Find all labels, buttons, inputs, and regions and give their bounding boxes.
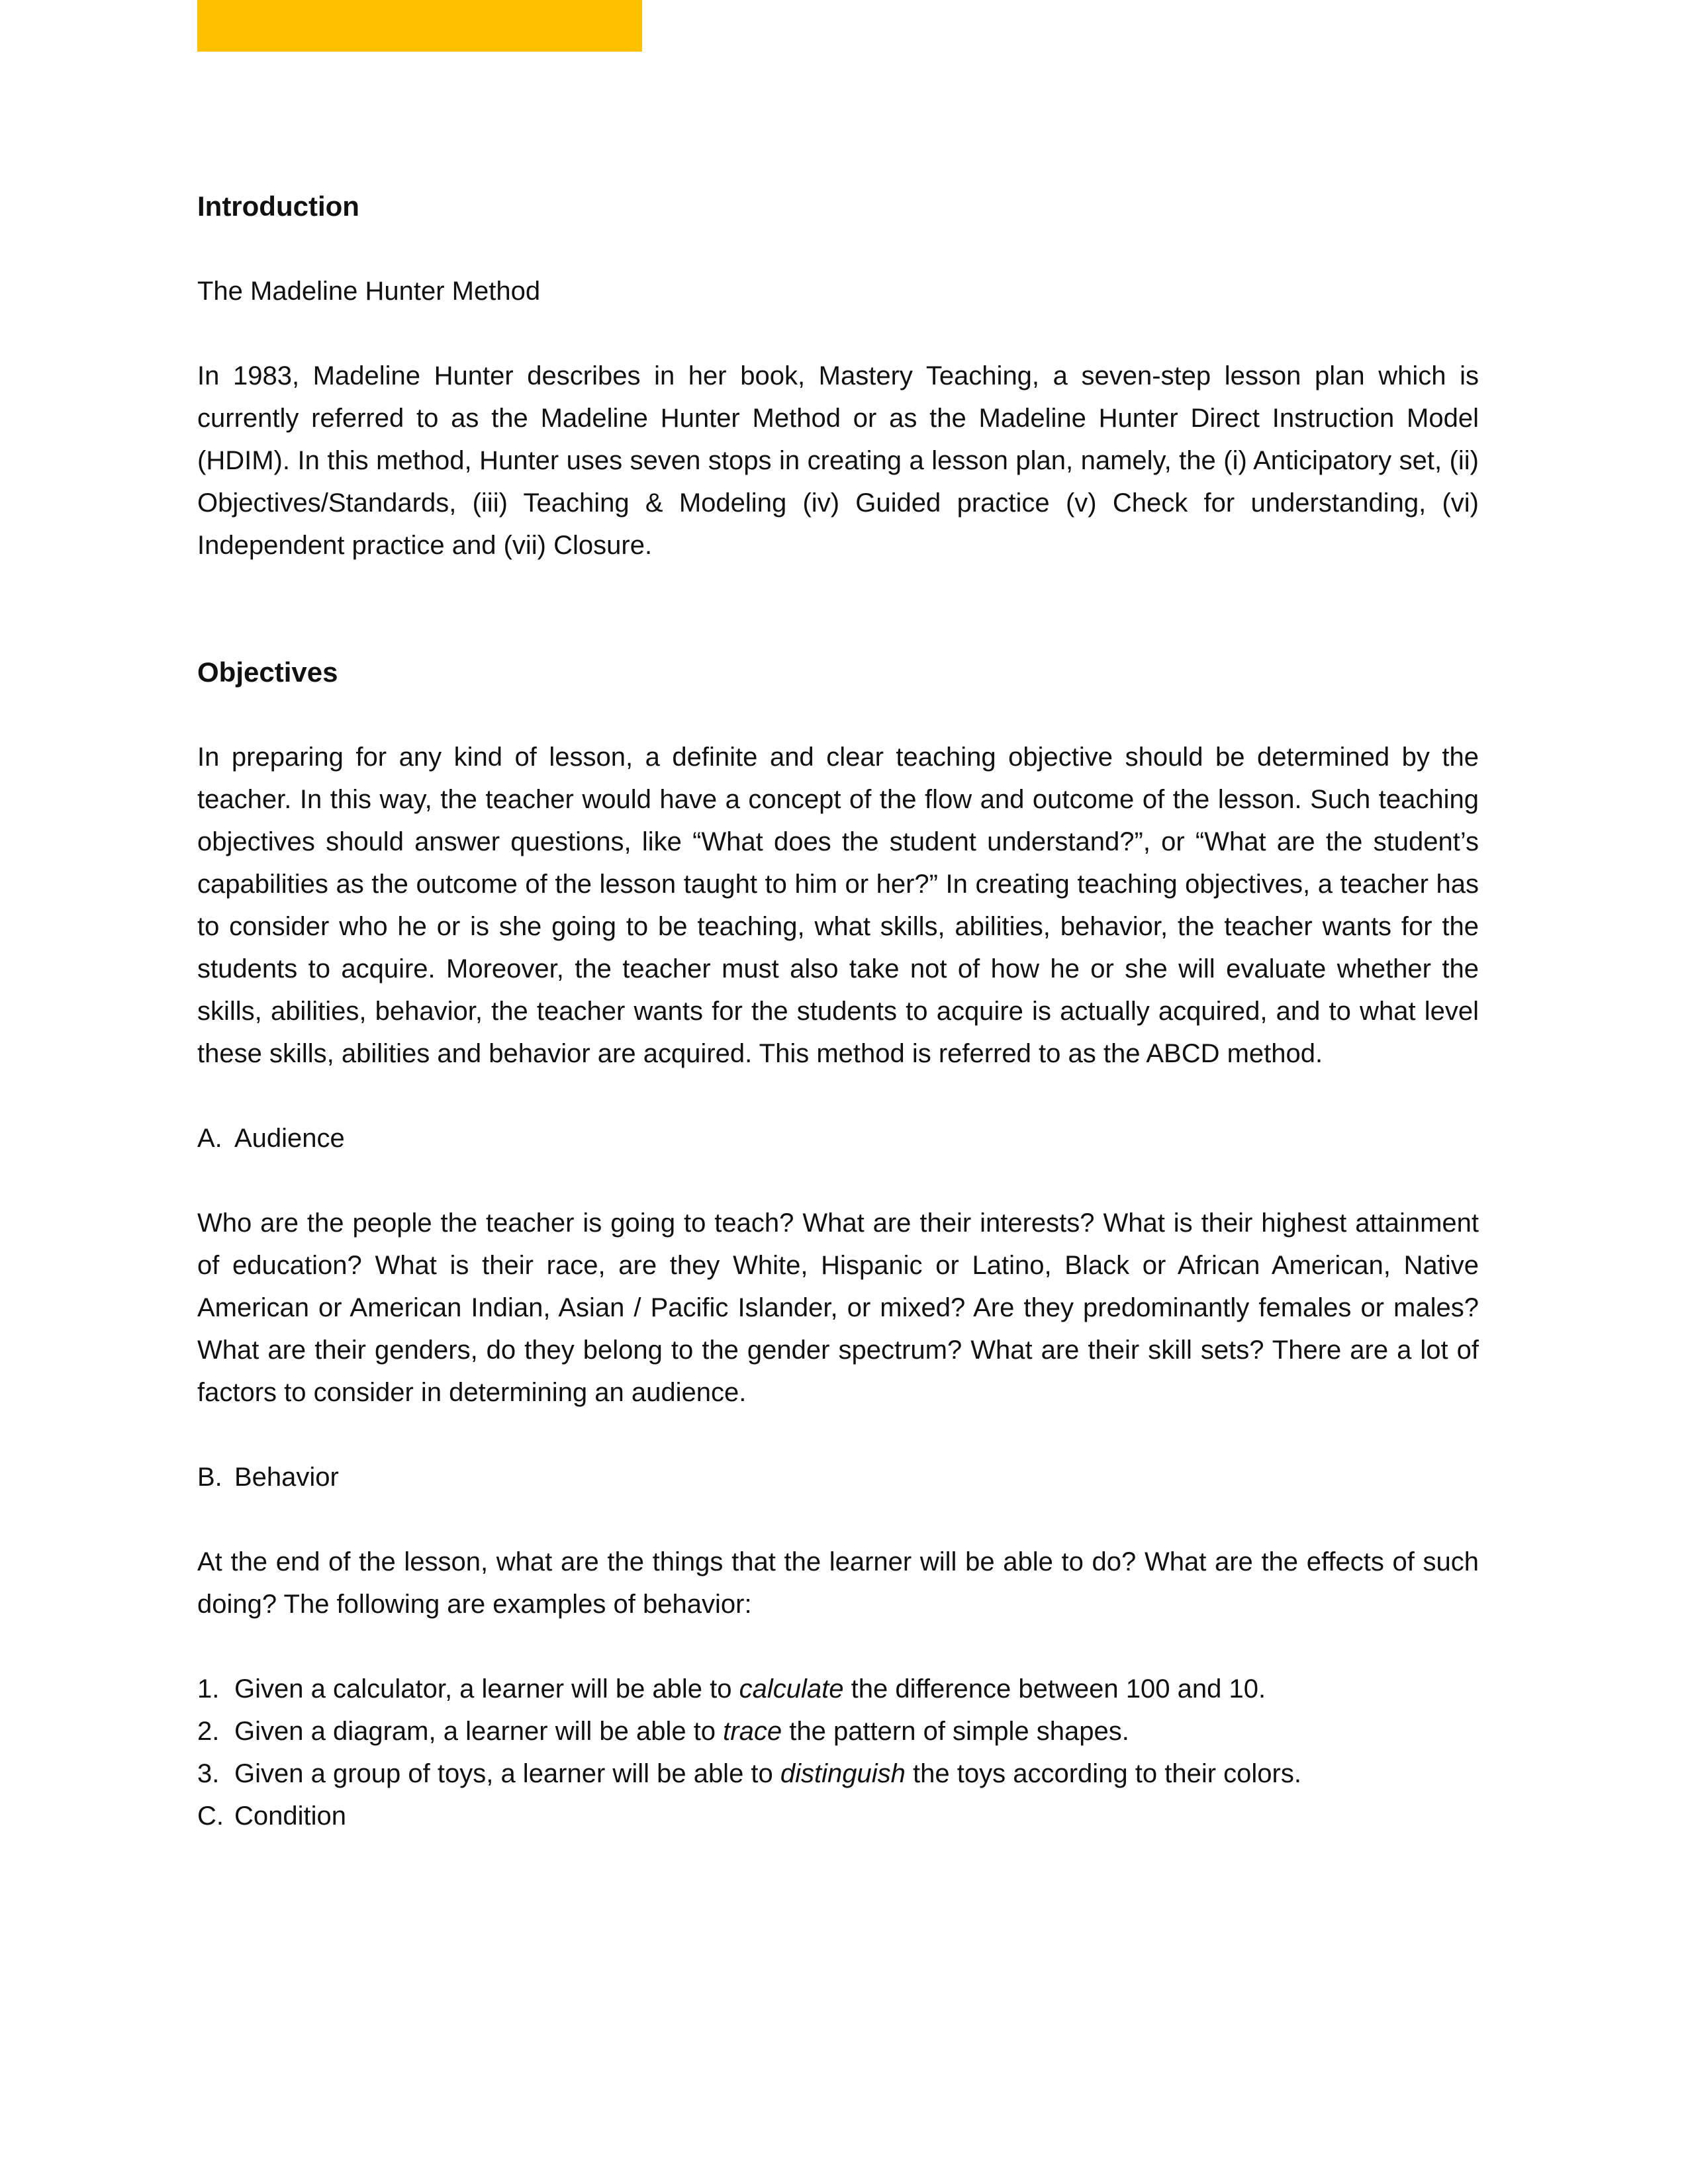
introduction-heading: Introduction bbox=[197, 191, 359, 222]
behavior-paragraph: At the end of the lesson, what are the things that the learner will be able to do? What are the effects of such doing? The following are examples of behavior: bbox=[197, 1547, 1479, 1619]
list-item bbox=[197, 1752, 1479, 1795]
list-item-text: Given a diagram, a learner will be able to trace the pattern of simple shapes. bbox=[234, 1717, 1129, 1746]
audience-label bbox=[197, 1117, 1479, 1160]
list-item-emphasis: trace bbox=[723, 1717, 782, 1746]
list-item-emphasis: distinguish bbox=[780, 1759, 906, 1788]
list-item bbox=[197, 1668, 1479, 1710]
list-item-text: Given a group of toys, a learner will be able to distinguish the toys according to their colors. bbox=[234, 1759, 1301, 1788]
condition-marker: C. bbox=[197, 1801, 224, 1831]
list-item-emphasis: calculate bbox=[739, 1674, 844, 1704]
behavior-marker: B. bbox=[197, 1463, 222, 1492]
list-item-text: Given a calculator, a learner will be able to calculate the difference between 100 and 10. bbox=[234, 1674, 1266, 1704]
audience-paragraph: Who are the people the teacher is going to teach? What are their interests? What is their highest attainment of education? What is their race, are they White, Hispanic or Latino, Black or African American, Native American or American Indian, Asian / Pacific Islander, or mixed? Are they predominantly females or males? What are their genders, do they belong to the gender spectrum? What are their skill sets? There are a lot of factors to consider in determining an audience. bbox=[197, 1208, 1479, 1407]
introduction-paragraph: In 1983, Madeline Hunter describes in her book, Mastery Teaching, a seven-step lesson plan which is currently referred to as the Madeline Hunter Method or as the Madeline Hunter Direct Instruction Model (HDIM). In this method, Hunter uses seven stops in creating a lesson plan, namely, the (i) Anticipatory set, (ii) Objectives/Standards, (iii) Teaching & Modeling (iv) Guided practice (v) Check for understanding, (vi) Independent practice and (vii) Closure. bbox=[197, 361, 1479, 560]
objectives-heading: Objectives bbox=[197, 657, 338, 688]
behavior-label-text: Behavior bbox=[234, 1463, 339, 1492]
behavior-examples-list bbox=[197, 1668, 1479, 1795]
objectives-paragraph: In preparing for any kind of lesson, a definite and clear teaching objective should be determined by the teacher. In this way, the teacher would have a concept of the flow and outcome of the lesson. Such teaching objectives should answer questions, like “What does the student understand?”, or “What are the student’s capabilities as the outcome of the lesson taught to him or her?” In creating teaching objectives, a teacher has to consider who he or is she going to be teaching, what skills, abilities, behavior, the teacher wants for the students to acquire. Moreover, the teacher must also take not of how he or she will evaluate whether the skills, abilities, behavior, the teacher wants for the students to acquire is actually acquired, and to what level these skills, abilities and behavior are acquired. This method is referred to as the ABCD method. bbox=[197, 743, 1479, 1068]
list-item-marker: 1. bbox=[197, 1674, 220, 1704]
audience-marker: A. bbox=[197, 1124, 222, 1153]
condition-label-text: Condition bbox=[234, 1801, 347, 1831]
list-item-marker: 2. bbox=[197, 1717, 220, 1746]
audience-label-text: Audience bbox=[234, 1124, 345, 1153]
document-body bbox=[197, 185, 1479, 1837]
behavior-label bbox=[197, 1456, 1479, 1498]
introduction-subtitle: The Madeline Hunter Method bbox=[197, 277, 541, 306]
condition-label bbox=[197, 1795, 1479, 1837]
list-item-marker: 3. bbox=[197, 1759, 220, 1788]
header-accent-bar bbox=[197, 0, 642, 52]
list-item bbox=[197, 1710, 1479, 1752]
